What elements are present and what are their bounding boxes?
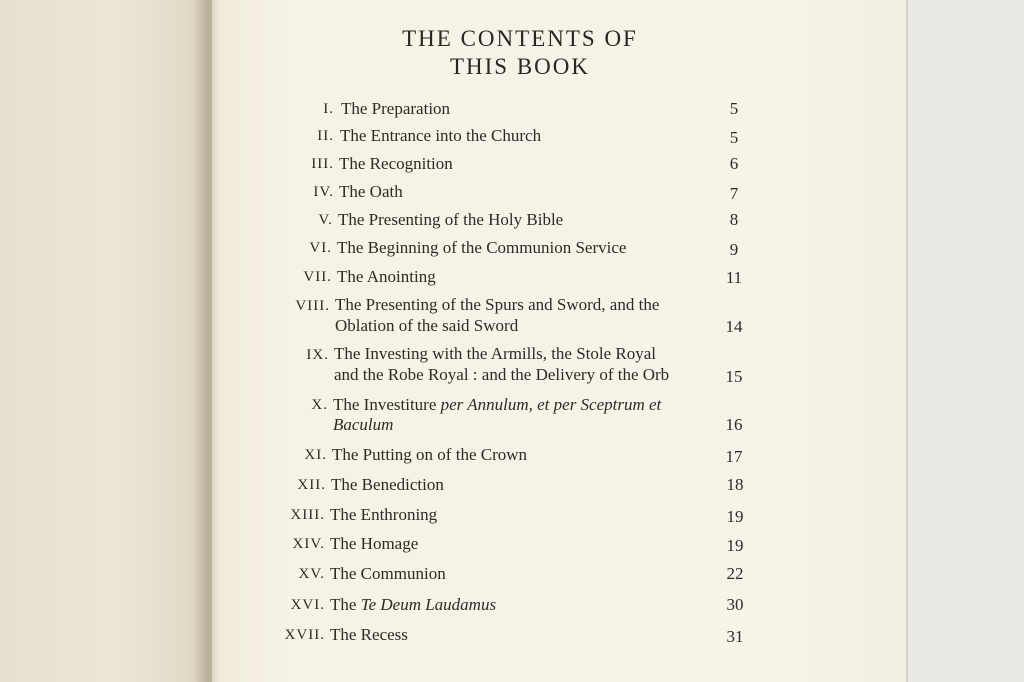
entry-title: The Presenting of the Spurs and Sword, and the [335, 295, 660, 314]
entry-page: 11 [725, 268, 743, 287]
left-page [0, 0, 212, 682]
entry-number: X. [311, 397, 328, 413]
entry-page: 6 [729, 154, 739, 173]
entry-number: XIII. [290, 507, 325, 523]
entry-number: V. [318, 212, 333, 228]
entry-title: The Homage [330, 534, 419, 553]
entry-title: The Beginning of the Communion Service [337, 238, 627, 257]
entry-page: 16 [725, 415, 743, 434]
entry-title-italic: Baculum [333, 415, 394, 434]
entry-page: 5 [729, 128, 739, 147]
entry-title [333, 395, 661, 415]
page-edge [906, 0, 908, 682]
entry-page: 19 [726, 536, 744, 555]
entry-number: IX. [306, 347, 329, 363]
contents-title-line1: THE CONTENTS OF [402, 26, 638, 51]
entry-title-continued [333, 415, 393, 435]
contents-title-line2: THIS BOOK [449, 54, 591, 79]
entry-title: The Investing with the Armills, the Stole Royal [334, 344, 657, 363]
entry-title: The Communion [330, 564, 446, 583]
entry-page: 15 [725, 367, 743, 386]
entry-page: 5 [729, 99, 739, 118]
entry-page: 9 [729, 240, 739, 259]
entry-title-continued: and the Robe Royal : and the Delivery of the Orb [334, 365, 670, 384]
entry-title: The Anointing [337, 267, 436, 286]
entry-number: I. [323, 101, 334, 117]
entry-page: 14 [725, 317, 743, 336]
entry-title-plain: The [330, 595, 361, 614]
entry-title-italic: per Annulum, et per Sceptrum et [440, 395, 662, 414]
entry-page: 17 [725, 447, 743, 466]
entry-title: The Enthroning [330, 505, 438, 524]
entry-title-plain: The Investiture [333, 395, 441, 414]
entry-title: The Putting on of the Crown [332, 445, 528, 464]
entry-number: XV. [298, 566, 325, 582]
entry-page: 7 [729, 184, 739, 203]
entry-number: VII. [303, 269, 332, 285]
entry-title: The Recognition [339, 154, 453, 173]
entry-number: II. [317, 128, 334, 144]
entry-title: The Recess [330, 625, 408, 644]
entry-page: 30 [726, 595, 744, 614]
entry-title: The Presenting of the Holy Bible [338, 210, 564, 229]
entry-page: 18 [726, 475, 744, 494]
book-gutter [194, 0, 220, 682]
entry-number: VIII. [295, 298, 330, 314]
entry-number: XIV. [292, 536, 325, 552]
entry-page: 8 [729, 210, 739, 229]
entry-number: VI. [309, 240, 332, 256]
entry-title-continued: Oblation of the said Sword [335, 316, 519, 335]
entry-title-italic: Te Deum Laudamus [360, 595, 497, 614]
entry-number: IV. [313, 184, 334, 200]
entry-title: The Benediction [331, 475, 444, 494]
entry-title [330, 595, 496, 615]
entry-title: The Oath [339, 182, 403, 201]
entry-page: 22 [726, 564, 744, 583]
entry-number: XII. [297, 477, 326, 493]
entry-page: 31 [726, 627, 744, 646]
entry-title: The Preparation [341, 99, 451, 118]
entry-title: The Entrance into the Church [340, 126, 542, 145]
entry-number: XI. [304, 447, 327, 463]
entry-number: III. [311, 156, 334, 172]
entry-number: XVII. [284, 627, 325, 643]
entry-page: 19 [726, 507, 744, 526]
entry-number: XVI. [290, 597, 325, 613]
